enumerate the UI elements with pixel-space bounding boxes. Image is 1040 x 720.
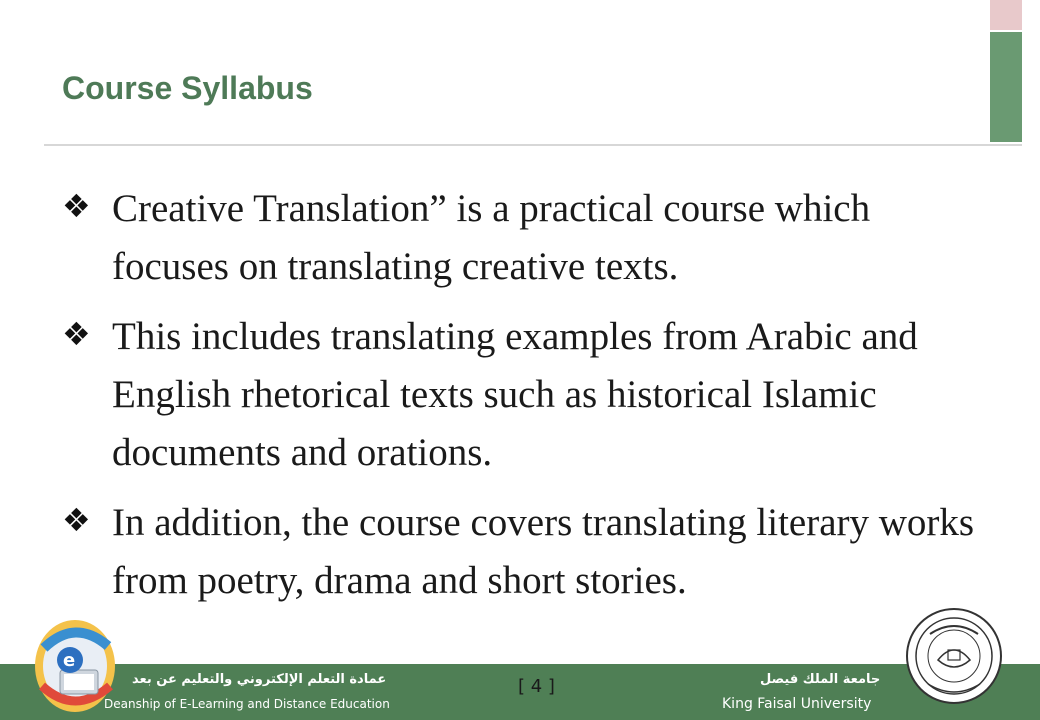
diamond-bullet-icon: ❖ — [62, 315, 91, 353]
svg-text:e: e — [63, 650, 76, 671]
university-arabic-label: جامعة الملك فيصل — [760, 672, 881, 687]
bullet-text: Creative Translation” is a practical course which focuses on translating creative texts. — [112, 187, 871, 288]
bullet-text: In addition, the course covers translating literary works from poetry, drama and short stories. — [112, 501, 975, 602]
corner-accent-green — [990, 32, 1022, 142]
diamond-bullet-icon: ❖ — [62, 501, 91, 539]
bullet-text: This includes translating examples from Arabic and English rhetorical texts such as historical Islamic documents and orations. — [112, 315, 918, 474]
bullet-item — [62, 308, 982, 482]
title-divider — [44, 144, 1022, 146]
page-number: [ 4 ] — [518, 676, 555, 697]
e-learning-logo-icon — [30, 608, 120, 718]
slide-title: Course Syllabus — [62, 70, 313, 106]
corner-accent-pink — [990, 0, 1022, 30]
bullet-list — [62, 180, 982, 622]
bullet-item — [62, 494, 982, 610]
diamond-bullet-icon: ❖ — [62, 187, 91, 225]
footer-bar — [0, 664, 1040, 720]
deanship-arabic-label: عمادة التعلم الإلكتروني والتعليم عن بعد — [132, 672, 387, 687]
deanship-english-label: Deanship of E-Learning and Distance Education — [104, 697, 390, 711]
university-english-label: King Faisal University — [722, 696, 872, 712]
university-seal-icon — [904, 604, 1004, 708]
bullet-item — [62, 180, 982, 296]
